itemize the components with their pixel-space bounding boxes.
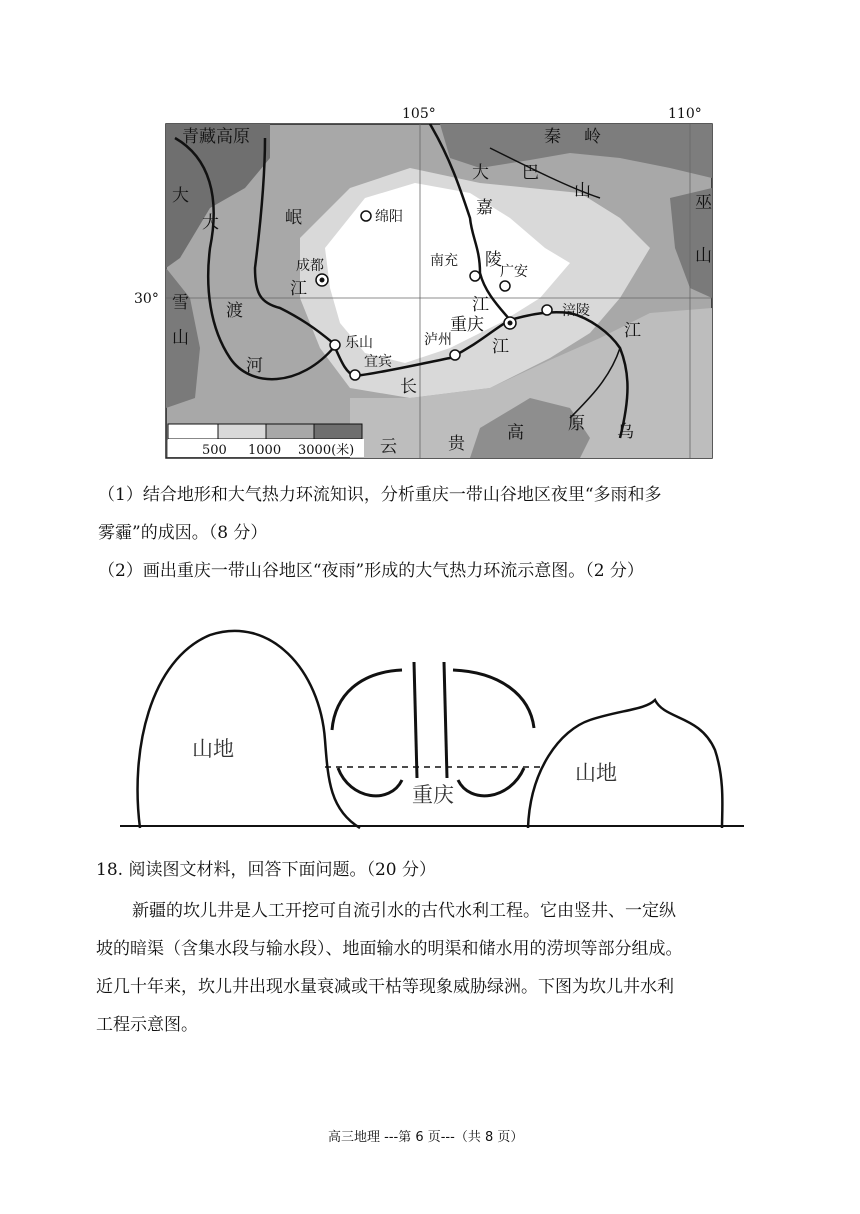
label-daxue-da: 大 [172,186,189,206]
label-changjiang-2: 江 [624,321,641,341]
label-dadu-he: 河 [246,356,263,376]
label-left-mountain: 山地 [192,737,234,761]
question-1-line-2: 雾霾”的成因。（8 分） [98,523,268,543]
question-18-title: 18. 阅读图文材料，回答下面问题。（20 分） [96,860,436,880]
label-city-mianyang: 绵阳 [375,209,403,225]
city-marker-yibin [350,370,360,380]
legend-label-3000: 3000(米) [298,443,355,458]
label-daba-da: 大 [472,163,489,183]
q18-line-1: 新疆的坎儿井是人工开挖可自流引水的古代水利工程。它由竖井、一定纵 [132,901,676,921]
circulation-arc-lower-right [458,768,524,796]
circulation-vertical-left [414,662,417,778]
city-marker-luzhou [450,350,460,360]
night-rain-circulation-diagram [110,620,750,835]
city-marker-mianyang [361,211,371,221]
page-footer: 高三地理 ---第 6 页---（共 8 页） [328,1130,524,1145]
label-min: 岷 [285,208,302,228]
question-18-body [96,892,786,1044]
label-changjiang-1: 江 [492,337,509,357]
label-city-leshan: 乐山 [345,335,373,351]
right-mountain-outline [528,700,722,828]
legend-label-1000: 1000 [248,443,282,458]
label-lat-30: 30° [134,291,159,307]
label-daxue-shan: 山 [172,328,189,348]
label-chongqing: 重庆 [412,783,454,807]
sichuan-basin-map [134,98,720,464]
label-jialing-jiang: 江 [472,295,489,315]
q18-line-4: 工程示意图。 [96,1015,198,1035]
label-lon-105: 105° [402,106,436,122]
label-lon-110: 110° [668,106,702,122]
circulation-arc-upper-right [453,670,534,728]
circulation-vertical-right [444,662,447,778]
question-1-line-1: （1）结合地形和大气热力环流知识，分析重庆一带山谷地区夜里“多雨和多 [98,485,662,505]
circulation-arc-upper-left [332,670,402,730]
label-jia: 嘉 [476,198,493,218]
label-city-chengdu: 成都 [296,258,324,274]
label-dadu-da: 大 [202,213,219,233]
label-min-jiang: 江 [290,279,307,299]
city-marker-chengdu-dot [320,278,325,283]
legend-label-500: 500 [202,443,227,458]
label-yun: 云 [380,437,397,457]
legend-swatch-high [314,424,362,439]
label-daba-shan: 山 [574,181,591,201]
label-qinghai-plateau: 青藏高原 [182,127,250,147]
label-city-luzhou: 泸州 [424,332,452,348]
label-daba-ba: 巴 [522,163,539,183]
label-city-chongqing: 重庆 [450,315,484,335]
label-daxue-xue: 雪 [172,293,189,313]
question-2: （2）画出重庆一带山谷地区“夜雨”形成的大气热力环流示意图。（2 分） [98,561,644,581]
label-city-fuling: 涪陵 [562,303,590,319]
label-dadu-du: 渡 [226,301,243,321]
label-wujiang: 乌 [617,422,634,442]
label-chang: 长 [400,377,417,397]
q18-line-3: 近几十年来，坎儿井出现水量衰减或干枯等现象威胁绿洲。下图为坎儿井水利 [96,977,674,997]
label-ling: 岭 [584,127,601,147]
city-marker-chongqing-dot [508,321,513,326]
q18-line-2: 坡的暗渠（含集水段与输水段）、地面输水的明渠和储水用的涝坝等部分组成。 [96,939,683,959]
label-yuan: 原 [568,414,585,434]
city-marker-fuling [542,305,552,315]
label-wu-shan: 山 [695,246,712,266]
label-gui: 贵 [448,434,465,454]
legend-swatch-low [218,424,266,439]
label-qin: 秦 [544,127,561,147]
label-wu: 巫 [695,193,712,213]
city-marker-guangan [500,281,510,291]
label-jialing-ling: 陵 [485,250,502,270]
circulation-arc-lower-left [338,768,402,796]
label-city-guangan: 广安 [500,264,528,280]
legend-swatch-mid [266,424,314,439]
label-gao: 高 [507,423,524,443]
city-marker-nanchong [470,271,480,281]
left-mountain-outline [138,631,360,828]
label-city-nanchong: 南充 [430,253,458,269]
label-right-mountain: 山地 [575,761,617,785]
legend-swatch-plain [168,424,218,439]
label-city-yibin: 宜宾 [364,354,392,370]
city-marker-leshan [330,340,340,350]
